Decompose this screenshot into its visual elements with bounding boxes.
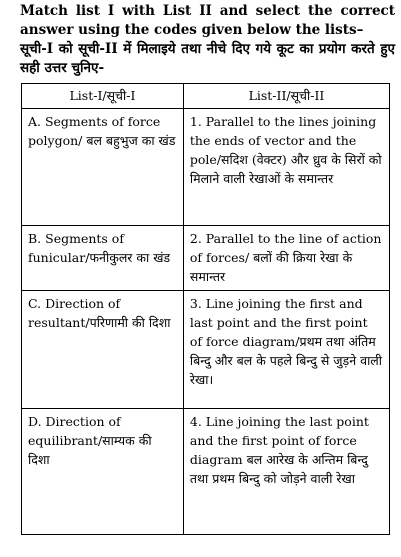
question-text <box>20 0 395 78</box>
list1-item-a: A. Segments of force polygon/ बल बहुभुज का खंड <box>28 114 176 148</box>
list1-cell <box>22 291 184 409</box>
list1-cell <box>22 226 184 291</box>
table-header-row <box>22 84 390 109</box>
question-hindi: सूची-I को सूची-II में मिलाइये तथा नीचे दिए गये कूट का प्रयोग करते हुए सही उत्तर चुनिए- <box>20 41 395 76</box>
list2-cell <box>183 291 389 409</box>
list2-cell <box>183 409 389 535</box>
list2-item-2: 2. Parallel to the line of action of forces/ बलों की क्रिया रेखा के समान्तर <box>189 231 382 284</box>
list2-item-3: 3. Line joining the first and last point and the first point of force diagram/प्रथम तथा अंतिम बिन्दु और बल के पहले बिन्दु से जुड़ने वाली रेखा। <box>189 296 383 387</box>
list1-item-b: B. Segments of funicular/फनीकुलर का खंड <box>28 231 171 265</box>
list1-item-d: D. Direction of equilibrant/साम्यक की दिशा <box>28 414 152 467</box>
question-english: Match list I with List II and select the correct answer using the codes given below the lists– <box>20 3 395 38</box>
list1-cell <box>22 109 184 226</box>
header-list-2: List-II/सूची-II <box>183 84 389 109</box>
list1-item-c: C. Direction of resultant/परिणामी की दिशा <box>28 296 171 330</box>
header-list-1: List-I/सूची-I <box>22 84 184 109</box>
table-row <box>22 409 390 535</box>
list2-item-4: 4. Line joining the last point and the first point of force diagram बल आरेख के अन्तिम बिन्दु तथा प्रथम बिन्दु को जोड़ने वाली रेखा <box>189 414 369 486</box>
list2-cell <box>183 109 389 226</box>
list2-cell <box>183 226 389 291</box>
table-row <box>22 291 390 409</box>
table-row <box>22 226 390 291</box>
match-table <box>21 83 390 535</box>
list1-cell <box>22 409 184 535</box>
table-row <box>22 109 390 226</box>
list2-item-1: 1. Parallel to the lines joining the ends of vector and the pole/सदिश (वेक्टर) और ध्रुव के सिरों को मिलाने वाली रेखाओं के समान्तर <box>189 114 382 186</box>
